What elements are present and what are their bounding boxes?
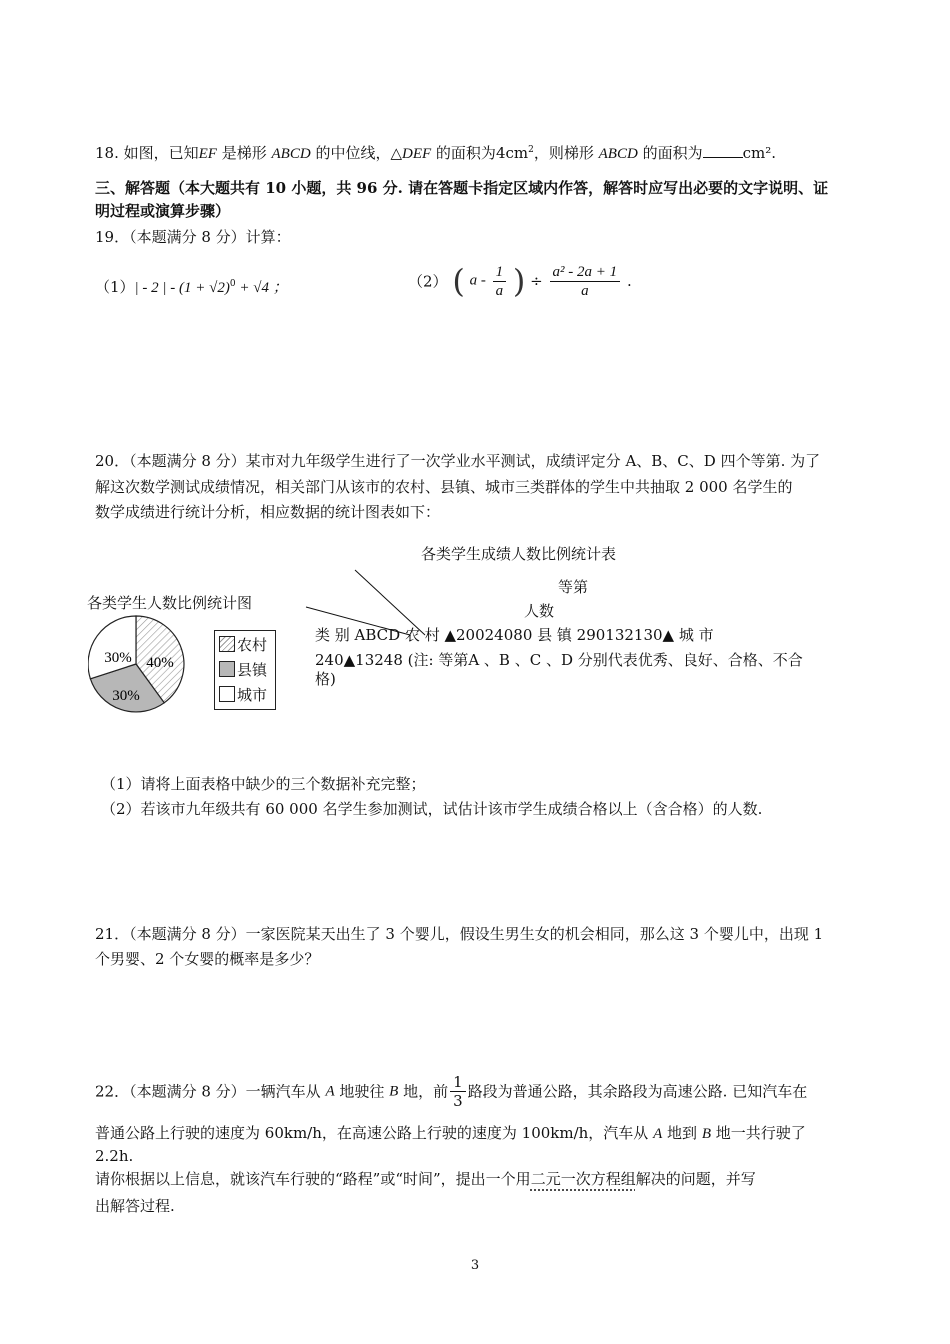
q22-text: 地到 (662, 1124, 702, 1142)
legend-item-rural (219, 634, 267, 656)
point-a: A (325, 1083, 335, 1100)
q22-text: 解决的问题，并写 (635, 1170, 756, 1188)
q22-text: 路段为普通公路，其余路段为高速公路. 已知汽车在 (467, 1082, 808, 1101)
table-row-1: 类 别 ABCD 农 村 ▲20024080 县 镇 290132130▲ 城 市 (315, 626, 714, 644)
q22-text: 请你根据以上信息，就该汽车行驶的“路程”或“时间”，提出一个用 (95, 1170, 531, 1188)
q18-text: ，则梯形 (533, 144, 599, 162)
legend-item-city (219, 684, 267, 706)
q18-text: 18. 如图，已知 (95, 144, 199, 162)
divide-sign: ÷ (530, 272, 543, 290)
section-3-heading-cont: 明过程或演算步骤） (95, 202, 231, 220)
q18-ef: EF (198, 146, 217, 162)
q19-part2 (408, 262, 632, 300)
point-b: B (701, 1126, 711, 1142)
q18-unit: cm². (742, 144, 776, 162)
section-3-heading: 三、解答题（本大题共有 10 小题，共 96 分. 请在答题卡指定区域内作答，解答时应写出必要的文字说明、证 (95, 179, 829, 197)
question-20-sub1: （1）请将上面表格中缺少的三个数据补充完整； (101, 775, 426, 793)
fraction-numerator: a² - 2a + 1 (550, 263, 621, 282)
table-row-2: 240▲13248 (注: 等第A 、B 、C 、D 分别代表优秀、良好、合格、不合 (315, 651, 803, 669)
q22-text: 22．（本题满分 8 分）一辆汽车从 (95, 1082, 326, 1101)
emphasized-term: 二元一次方程组 (530, 1170, 636, 1188)
pie-chart-title: 各类学生人数比例统计图 (87, 594, 253, 612)
pie-label-rural: 40% (146, 655, 174, 671)
q22-text: 地一共行驶了 (710, 1124, 806, 1142)
q18-text: 是梯形 (216, 144, 272, 162)
question-22-line1 (95, 1073, 807, 1110)
table-title: 各类学生成绩人数比例统计表 (421, 545, 617, 563)
q22-text: 地，前 (398, 1082, 449, 1101)
q22-text: 地驶往 (334, 1082, 390, 1101)
q19-part2-label: （2） (408, 272, 448, 291)
pie-label-town: 30% (112, 688, 140, 704)
point-b: B (389, 1083, 399, 1100)
question-20-line3: 数学成绩进行统计分析，相应数据的统计图表如下： (95, 503, 441, 521)
table-header-count: 人数 (524, 602, 555, 620)
legend-item-town (219, 659, 267, 681)
q19-fraction-2 (550, 263, 621, 300)
white-swatch-icon (219, 686, 235, 702)
question-20-sub2: （2）若该市九年级共有 60 000 名学生参加测试，试估计该市学生成绩合格以上（含合格）的人数. (101, 800, 763, 818)
q19-part2-a: a - (469, 272, 486, 289)
fraction-denominator: a (581, 282, 589, 299)
q18-text: 的面积为 (431, 144, 496, 162)
page-number: 3 (470, 1258, 480, 1273)
pie-legend (214, 630, 276, 710)
fraction-numerator: 1 (450, 1073, 466, 1092)
q18-area-exponent: 2 (528, 145, 534, 155)
pie-chart (88, 614, 188, 716)
q18-def: DEF (401, 146, 432, 162)
q19-part1 (95, 276, 288, 297)
q18-abcd: ABCD (271, 146, 311, 162)
left-paren-icon: ( (452, 262, 465, 300)
legend-label: 农村 (237, 636, 268, 654)
q22-text: 普通公路上行驶的速度为 60km/h，在高速公路上行驶的速度为 100km/h，汽车从 (95, 1124, 654, 1142)
legend-label: 城市 (237, 686, 268, 704)
answer-blank[interactable] (703, 143, 743, 158)
table-row-3: 格) (315, 670, 336, 688)
hatch-swatch-icon (219, 636, 235, 652)
question-22-line2 (95, 1123, 806, 1144)
question-20-line1: 20．（本题满分 8 分）某市对九年级学生进行了一次学业水平测试，成绩评定分 A、B、C、D 四个等第. 为了 (95, 452, 821, 470)
question-22-line5: 出解答过程. (95, 1197, 175, 1215)
period: . (626, 272, 632, 290)
q19-part1-exponent: 0 (229, 279, 236, 289)
question-19-heading: 19．（本题满分 8 分）计算： (95, 228, 291, 246)
q18-area: 4cm (495, 144, 529, 162)
question-21-line2: 个男婴、2 个女婴的概率是多少？ (95, 950, 320, 968)
q18-text: 的面积为 (637, 144, 703, 162)
question-22-line4 (95, 1169, 756, 1189)
q19-part1-expr: | - 2 | - (1 + √2) (134, 280, 230, 296)
fraction-denominator: a (495, 282, 504, 299)
q19-fraction-1 (493, 263, 507, 300)
q19-part1-tail: + √4 ； (235, 280, 288, 296)
grey-swatch-icon (219, 661, 235, 677)
question-20-line2: 解这次数学测试成绩情况，相关部门从该市的农村、县镇、城市三类群体的学生中共抽取 2 000 名学生的 (95, 478, 793, 496)
point-a: A (653, 1126, 663, 1142)
pie-label-city: 30% (104, 650, 132, 666)
table-header-grade: 等第 (558, 578, 589, 596)
fraction-denominator: 3 (453, 1092, 463, 1110)
q18-abcd: ABCD (598, 146, 638, 162)
legend-label: 县镇 (237, 661, 268, 679)
question-18 (95, 140, 776, 164)
fraction-numerator: 1 (493, 263, 507, 282)
q18-text: 的中位线，△ (310, 144, 402, 162)
question-21-line1: 21．（本题满分 8 分）一家医院某天出生了 3 个婴儿，假设生男生女的机会相同，那么这 3 个婴儿中，出现 1 (95, 925, 824, 943)
q22-fraction (450, 1073, 466, 1110)
question-22-line3: 2.2h. (95, 1147, 134, 1165)
right-paren-icon: ) (512, 262, 526, 300)
q19-part1-label: （1） (95, 278, 135, 296)
